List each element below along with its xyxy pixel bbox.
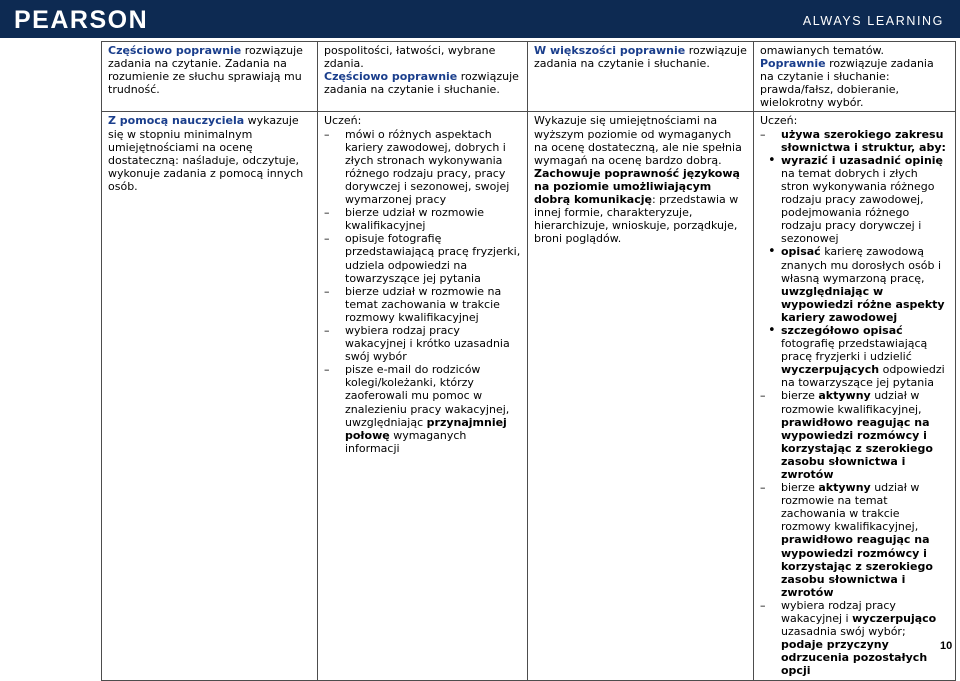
emphasis: Z pomocą nauczyciela xyxy=(108,114,245,128)
emphasis: uwzględniając w wypowiedzi różne aspekty kariery zawodowej xyxy=(781,284,945,324)
cell-text: rozwiązuje zadania na czytanie. Zadania na rozumienie ze słuchu sprawiają mu trudność. xyxy=(108,44,303,97)
table-cell xyxy=(102,112,318,680)
dash-list xyxy=(760,128,949,678)
emphasis: wyczerpujących xyxy=(781,363,880,377)
emphasis: aktywny xyxy=(818,389,871,403)
cell-text: rozwiązuje zadania na czytanie i słuchanie. xyxy=(324,70,519,97)
criteria-table xyxy=(101,41,956,681)
emphasis: W większości poprawnie xyxy=(534,44,686,57)
table-cell xyxy=(102,42,318,112)
cell-text: uzasadnia swój wybór; xyxy=(781,625,906,639)
cell-text: pospolitości, łatwości, wybrane zdania. xyxy=(324,44,496,71)
emphasis: Zachowuje poprawność językową na poziomie umożliwiającym dobrą komunikację xyxy=(534,166,740,207)
emphasis: używa szerokiego zakresu słownictwa i struktur, aby: xyxy=(781,127,946,154)
emphasis: Częściowo poprawnie xyxy=(324,70,458,84)
cell-text: wybiera rodzaj pracy wakacyjnej i xyxy=(781,598,896,626)
table-cell xyxy=(318,42,528,112)
emphasis: wyczerpująco xyxy=(852,612,937,626)
list-item: – bierze udział w rozmowie kwalifikacyjnej xyxy=(324,206,521,232)
cell-text: udział w rozmowie kwalifikacyjnej, xyxy=(781,389,922,416)
table-row xyxy=(102,112,956,680)
cell-text: Wykazuje się umiejętnościami na wyższym poziomie od wymaganych na ocenę dostateczną, ale nie spełnia wymagań na ocenę bardzo dobrą. xyxy=(534,114,742,167)
bullet-list xyxy=(760,154,949,390)
emphasis: przynajmniej połowę xyxy=(345,415,507,442)
table-row xyxy=(102,42,956,112)
table-cell xyxy=(528,42,754,112)
list-item xyxy=(760,389,949,481)
cell-text: fotografię przedstawiającą pracę fryzjerki i udzielić xyxy=(781,337,928,364)
cell-text: odpowiedzi na towarzyszące jej pytania xyxy=(781,363,945,390)
list-item: – mówi o różnych aspektach kariery zawodowej, dobrych i złych stronach wykonywania różnego rodzaju pracy, pracy dorywczej i sezonowej, swojej wymarzonej pracy xyxy=(324,128,521,207)
header-banner xyxy=(0,0,960,38)
list-item xyxy=(760,154,949,246)
list-item: – opisuje fotografię przedstawiającą pracę fryzjerki, udziela odpowiedzi na towarzyszące jej pytania xyxy=(324,232,521,284)
emphasis: prawidłowo reagując na wypowiedzi rozmówcy i korzystając z szerokiego zasobu słownictwa i zwrotów xyxy=(781,533,933,599)
list-item xyxy=(324,363,521,455)
tagline: ALWAYS LEARNING xyxy=(802,14,944,28)
emphasis: wyrazić i uzasadnić opinię xyxy=(781,153,944,167)
cell-text: bierze xyxy=(781,481,819,495)
emphasis: Częściowo poprawnie xyxy=(108,44,242,57)
dash-list xyxy=(324,128,521,455)
table-cell xyxy=(754,112,956,680)
list-item xyxy=(760,481,949,599)
emphasis: aktywny xyxy=(818,481,871,495)
table-cell xyxy=(754,42,956,112)
cell-text: : przedstawia w innej formie, charakteryzuje, hierarchizuje, wnioskuje, porządkuje, broni poglądów. xyxy=(534,193,739,246)
list-item: – wybiera rodzaj pracy wakacyjnej i krótko uzasadnia swój wybór xyxy=(324,324,521,363)
cell-heading: Uczeń: xyxy=(760,114,798,128)
page-number: 10 xyxy=(940,640,953,652)
emphasis: prawidłowo reagując na wypowiedzi rozmówcy i korzystając z szerokiego zasobu słownictwa i zwrotów xyxy=(781,415,933,481)
list-item xyxy=(760,245,949,324)
cell-text: rozwiązuje zadania na czytanie i słuchanie: prawda/fałsz, dobieranie, wielokrotny wybór. xyxy=(760,57,934,110)
cell-text: wykazuje się w stopniu minimalnym umiejętnościami na ocenę dostateczną: naśladuje, odczytuje, wykonuje zadania z pomocą innych osób. xyxy=(108,114,304,193)
brand-logo: PEARSON xyxy=(14,6,149,34)
emphasis: Poprawnie xyxy=(760,57,826,71)
cell-text: karierę zawodową znanych mu dorosłych osób i własną wymarzoną pracę, xyxy=(781,245,941,285)
cell-text: wymaganych informacji xyxy=(345,428,467,455)
list-item xyxy=(760,324,949,389)
cell-text: na temat dobrych i złych stron wykonywania różnego rodzaju pracy zawodowej, podejmowania różnego rodzaju pracy dorywczej i sezonowej xyxy=(781,166,935,246)
list-item: – bierze udział w rozmowie na temat zachowania w trakcie rozmowy kwalifikacyjnej xyxy=(324,285,521,324)
list-item xyxy=(760,599,949,678)
table-cell xyxy=(318,112,528,680)
cell-heading: Uczeń: xyxy=(324,114,362,128)
cell-text: omawianych tematów. xyxy=(760,44,885,57)
cell-text: rozwiązuje zadania na czytanie i słuchanie. xyxy=(534,44,747,71)
cell-text: udział w rozmowie na temat zachowania w trakcie rozmowy kwalifikacyjnej, xyxy=(781,481,920,534)
emphasis: opisać xyxy=(781,245,821,259)
list-item xyxy=(760,128,949,390)
emphasis: podaje przyczyny odrzucenia pozostałych opcji xyxy=(781,638,928,678)
table-cell xyxy=(528,112,754,680)
cell-text: pisze e-mail do rodziców kolegi/koleżanki, którzy zaoferowali mu pomoc w znalezieniu pracy wakacyjnej, uwzględniając xyxy=(345,363,510,429)
emphasis: szczegółowo opisać xyxy=(781,323,903,337)
cell-text: bierze xyxy=(781,389,819,403)
